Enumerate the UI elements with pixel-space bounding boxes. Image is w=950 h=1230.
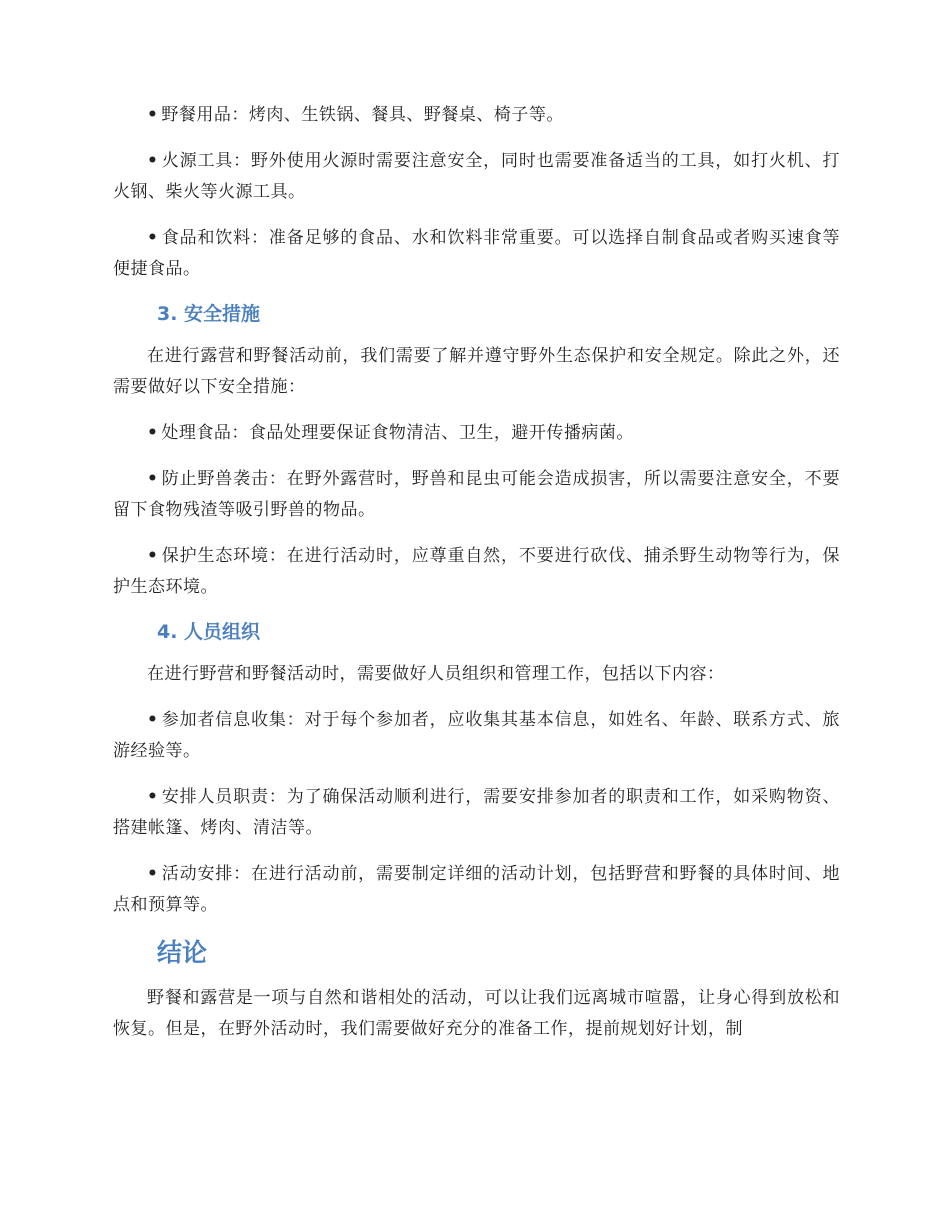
paragraph-conclusion: 野餐和露营是一项与自然和谐相处的活动，可以让我们远离城市喧嚣，让身心得到放松和恢复。但是，在野外活动时，我们需要做好充分的准备工作，提前规划好计划，制: [113, 988, 840, 1039]
bullet-text: 参加者信息收集：对于每个参加者，应收集其基本信息，如姓名、年龄、联系方式、旅游经验等。: [113, 710, 840, 761]
paragraph-personnel-intro: 在进行野营和野餐活动时，需要做好人员组织和管理工作，包括以下内容：: [147, 664, 725, 684]
bullet-text: 安排人员职责：为了确保活动顺利进行，需要安排参加者的职责和工作，如采购物资、搭建帐篷、烤肉、清洁等。: [113, 787, 840, 838]
document-page: [113, 100, 840, 1045]
bullet-marker: •: [147, 228, 159, 248]
bullet-protect-ecology: [113, 541, 840, 603]
bullet-marker: •: [147, 469, 159, 489]
bullet-text: 处理食品：食品处理要保证食物清洁、卫生，避开传播病菌。: [161, 423, 634, 443]
bullet-text: 火源工具：野外使用火源时需要注意安全，同时也需要准备适当的工具，如打火机、打火钢、柴火等火源工具。: [113, 151, 840, 202]
bullet-animal-attack: [113, 464, 840, 526]
bullet-picnic-supplies: [113, 100, 840, 131]
heading-conclusion: 结论: [157, 938, 208, 967]
bullet-text: 食品和饮料：准备足够的食品、水和饮料非常重要。可以选择自制食品或者购买速食等便捷食品。: [113, 228, 840, 279]
bullet-marker: •: [147, 105, 159, 125]
bullet-text: 野餐用品：烤肉、生铁锅、餐具、野餐桌、椅子等。: [161, 105, 564, 125]
bullet-text: 保护生态环境：在进行活动时，应尊重自然，不要进行砍伐、捕杀野生动物等行为，保护生态环境。: [113, 546, 840, 597]
bullet-marker: •: [147, 864, 159, 884]
bullet-participant-info: [113, 705, 840, 767]
bullet-fire-tools: [113, 146, 840, 208]
bullet-text: 活动安排：在进行活动前，需要制定详细的活动计划，包括野营和野餐的具体时间、地点和预算等。: [113, 864, 840, 915]
bullet-marker: •: [147, 710, 159, 730]
bullet-marker: •: [147, 546, 159, 566]
bullet-assign-duties: [113, 782, 840, 844]
bullet-food-handling: [113, 418, 840, 449]
bullet-marker: •: [147, 151, 159, 171]
bullet-food-drinks: [113, 223, 840, 285]
paragraph-safety-intro: 在进行露营和野餐活动前，我们需要了解并遵守野外生态保护和安全规定。除此之外，还需要做好以下安全措施：: [113, 346, 840, 397]
heading-personnel-organization: 4. 人员组织: [157, 621, 261, 643]
heading-safety-measures: 3. 安全措施: [157, 303, 261, 325]
bullet-activity-schedule: [113, 859, 840, 921]
bullet-marker: •: [147, 787, 159, 807]
bullet-marker: •: [147, 423, 159, 443]
bullet-text: 防止野兽袭击：在野外露营时，野兽和昆虫可能会造成损害，所以需要注意安全，不要留下食物残渣等吸引野兽的物品。: [113, 469, 840, 520]
